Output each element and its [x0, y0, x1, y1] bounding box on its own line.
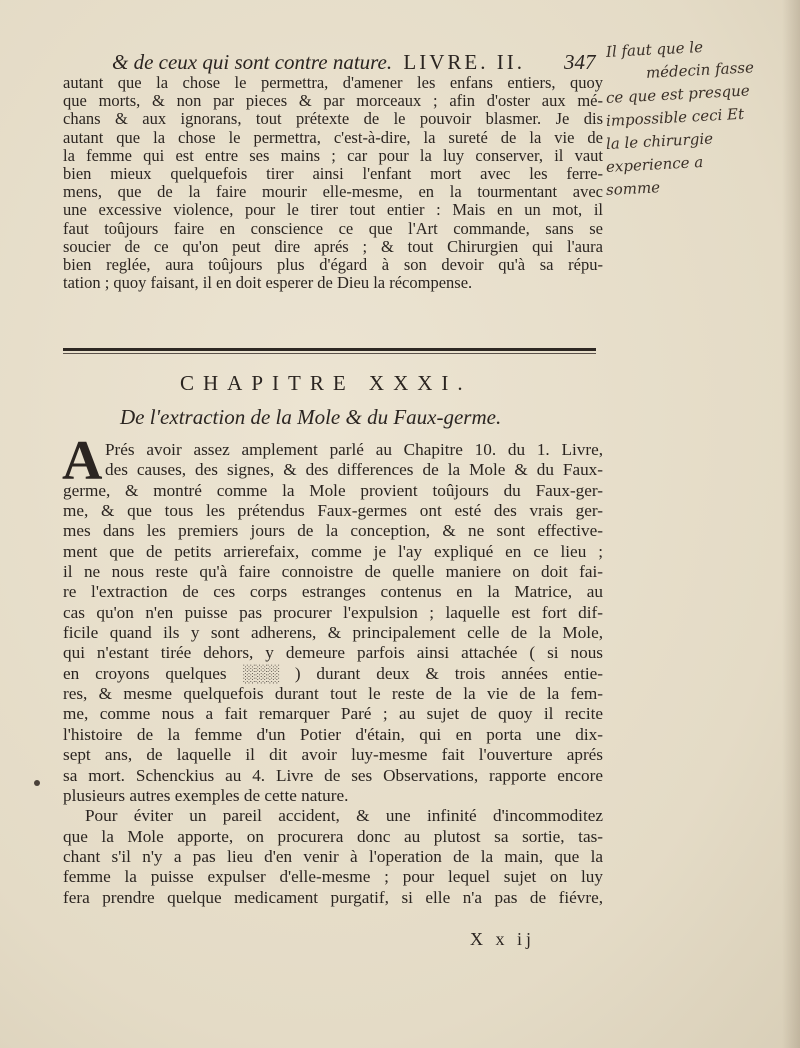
text-line: l'histoire de la femme d'un Potier d'étain, qui en porta une dix- — [63, 724, 603, 744]
text-line: tation ; quoy faisant, il en doit esperer de Dieu la récompense. — [63, 274, 473, 293]
signature-mark: X x ij — [470, 929, 536, 949]
text-line: chant s'il n'y a pas lieu d'en venir à l'operation de la main, que la — [63, 846, 603, 866]
text-line: des causes, des signes, & des differences de la Mole & du Faux- — [105, 460, 603, 480]
text-line: fera prendre quelque medicament purgatif, si elle n'a pas de fiévre, — [63, 887, 603, 907]
drop-cap: A — [62, 430, 103, 492]
text-line: faut toûjours faire en conscience ce que l'Art commande, sans se — [63, 219, 603, 238]
text-line: sept ans, de laquelle il dit avoir luy-mesme fait l'ouverture aprés — [63, 745, 603, 765]
paper-speck — [34, 780, 40, 786]
running-header — [112, 48, 612, 76]
text-line: plusieurs autres exemples de cette nature. — [63, 785, 349, 805]
section-rule — [63, 348, 596, 351]
margin-note-line: Il faut que le — [605, 37, 704, 61]
text-line: une excessive violence, pour le tirer tout entier : Mais en un mot, il — [63, 201, 603, 220]
text-line: cas qu'on n'en puisse pas procurer l'expulsion ; laquelle est fort dif- — [63, 602, 603, 622]
book-label: LIVRE. II. — [403, 50, 525, 74]
text-line: en croyons quelques ░░░ ) durant deux & trois années entie- — [63, 663, 603, 683]
text-line: qui n'estant tirée dehors, y demeure parfois ainsi attachée ( si nous — [63, 643, 603, 663]
text-line: me, & que tous les prétendus Faux-germes ont esté des vrais ger- — [63, 501, 603, 521]
text-line: mens, que de la faire mourir elle-mesme, en la tourmentant avec — [63, 183, 603, 202]
margin-note-line: médecin fasse — [645, 58, 755, 82]
running-title: & de ceux qui sont contre nature. — [112, 50, 393, 74]
text-line: ment que de petits arrierefaix, comme je l'ay expliqué en ce lieu ; — [63, 541, 603, 561]
margin-note-line: ce que est presque — [605, 81, 751, 107]
page-number: 347 — [564, 50, 596, 74]
text-line: chans & aux ignorans, tout prétexte de le pouvoir blasmer. Je dis — [63, 110, 603, 129]
text-line: res, & mesme quelquefois durant tout le reste de la vie de la fem- — [63, 684, 603, 704]
text-line: sa mort. Schenckius au 4. Livre de ses Observations, rapporte encore — [63, 765, 603, 785]
text-line: me, comme nous a fait remarquer Paré ; au sujet de quoy il recite — [63, 704, 603, 724]
section-rule-thin — [63, 353, 596, 354]
text-line: autant que la chose le permettra, c'est-à-dire, la sureté de la vie de — [63, 128, 603, 147]
text-line: germe, & montré comme la Mole provient toûjours du Faux-ger- — [63, 480, 603, 500]
text-line: que la Mole apporte, on procurera donc au plutost sa sortie, tas- — [63, 826, 603, 846]
text-line: soucier de ce qu'on peut dire aprés ; & tout Chirurgien qui l'aura — [63, 237, 603, 256]
text-line: ficile quand ils y sont adherens, & principalement celle de la Mole, — [63, 623, 603, 643]
text-line: bien reglée, aura toûjours plus d'égard à son devoir qu'à sa répu- — [63, 255, 603, 274]
text-line: la femme qui est entre ses mains ; car pour la luy conserver, il vaut — [63, 146, 603, 165]
chapter-subtitle: De l'extraction de la Mole & du Faux-germe. — [120, 405, 502, 429]
margin-note-line: experience a — [605, 152, 704, 176]
text-line: bien mieux quelquefois tirer ainsi l'enfant mort avec les ferre- — [63, 164, 603, 183]
chapter-body — [62, 430, 603, 908]
text-line: Pour éviter un pareil accident, & une infinité d'incommoditez — [85, 806, 603, 826]
top-paragraph — [63, 74, 603, 292]
text-line: mes dans les premiers jours de la conception, & ne sont effective- — [63, 521, 603, 541]
text-line: Prés avoir assez amplement parlé au Chapitre 10. du 1. Livre, — [105, 440, 603, 459]
margin-note-line: la le chirurgie — [605, 129, 714, 153]
text-line: il ne nous reste qu'à faire connoistre de quelle maniere on doit fai- — [63, 562, 603, 582]
chapter-heading: CHAPITRE XXXI. — [180, 371, 472, 395]
text-line: autant que la chose le permettra, d'amener les enfans entiers, quoy — [63, 74, 603, 92]
text-line: que morts, & non par pieces & par morceaux ; afin d'oster aux mé- — [63, 92, 603, 111]
handwritten-margin-note — [605, 37, 800, 280]
text-line: femme la puisse expulser d'elle-mesme ; pour lequel sujet on luy — [63, 867, 603, 887]
text-line: re l'extraction de ces corps estranges contenus en la Matrice, au — [63, 582, 603, 602]
margin-note-line: impossible ceci Et — [605, 104, 745, 130]
margin-note-line: somme — [605, 178, 661, 199]
